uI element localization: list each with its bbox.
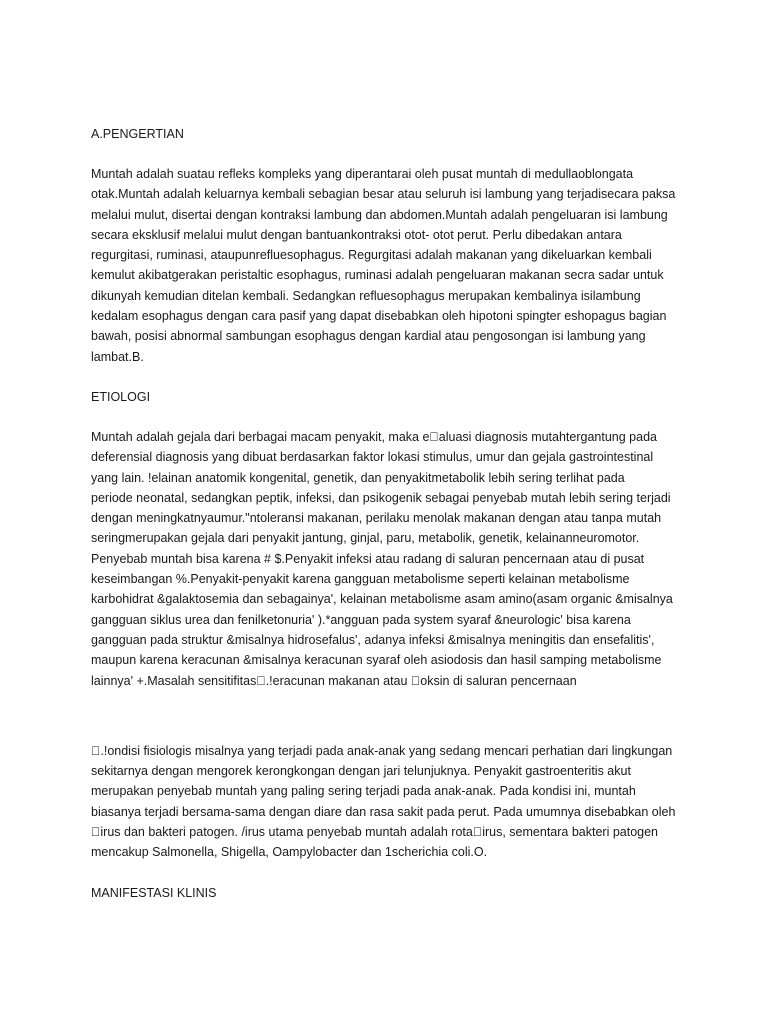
text-line: merupakan penyebab muntah yang paling sering terjadi pada anak-anak. Pada kondisi ini, muntah [91,784,636,799]
paragraph-kondisi-fisiologis [91,741,691,863]
text-line: Muntah adalah suatau refleks kompleks yang diperantarai oleh pusat muntah di medullaoblongata [91,167,634,181]
text-line: lambat.B. [91,349,144,364]
text-line: keseimbangan %.Penyakit-penyakit karena gangguan metabolisme seperti kelainan metabolisme [91,572,630,587]
text-line: mencakup Salmonella, Shigella, Oampylobacter dan 1scherichia coli.O. [91,845,488,860]
text-line: periode neonatal, sedangkan peptik, infeksi, dan psikogenik sebagai penyebab mutah lebih sering terjadi [91,490,671,505]
text-line: secara eksklusif melalui mulut dengan bantuankontraksi otot- otot perut. Perlu dibedakan antara [91,227,622,242]
text-line:  .!ondisi fisiologis misalnya yang terjadi pada anak-anak yang sedang mencari perhatian dari lingkungan [91,743,673,758]
text-line: Penyebab muntah bisa karena # $.Penyakit infeksi atau radang di saluran pencernaan atau di pusat [91,551,645,566]
text-line: seringmerupakan gejala dari penyakit jantung, ginjal, paru, metabolik, genetik, kelainanneuromotor. [91,531,640,546]
text-line: dikunyah kemudian ditelan kembali. Sedangkan refluesophagus merupakan kembalinya isilambung [91,288,641,303]
text-line: yang lain. !elainan anatomik kongenital, genetik, dan penyakitmetabolik lebih sering terlihat pada [91,470,625,485]
paragraph-pengertian [91,164,691,367]
text-line: dengan meningkatnyaumur."ntoleransi makanan, perilaku menolak makanan dengan atau tanpa mutah [91,511,662,526]
text-line:  irus dan bakteri patogen. /irus utama penyebab muntah adalah rota irus, sementara bakteri patogen [91,825,659,840]
text-line: regurgitasi, ruminasi, ataupunrefluesophagus. Regurgitasi adalah makanan yang dikeluarkan kembali [91,248,652,263]
text-line: deferensial diagnosis yang dibuat berdasarkan faktor lokasi stimulus, umur dan gejala gastrointestinal [91,450,654,465]
text-line: gangguan siklus urea dan fenilketonuria' ).*angguan pada system syaraf &neurologic' bisa karena [91,612,631,627]
text-line: kemulut akibatgerakan peristaltic esophagus, ruminasi adalah pengeluaran makanan secra sadar untuk [91,268,664,283]
section-heading-manifestasi-klinis: MANIFESTASI KLINIS [91,885,217,900]
paragraph-etiologi [91,427,691,691]
spacer [91,711,691,741]
text-line: Muntah adalah gejala dari berbagai macam penyakit, maka e aluasi diagnosis mutahtergantung pada [91,429,657,444]
text-line: melalui mulut, disertai dengan kontraksi lambung dan abdomen.Muntah adalah pengeluaran isi lambung [91,207,668,222]
section-heading-etiologi: ETIOLOGI [91,389,151,404]
document-body [91,124,691,923]
text-line: bawah, posisi abnormal sambungan esophagus dengan kardial atau pengosongan isi lambung yang [91,329,646,344]
text-line: lainnya' +.Masalah sensitifitas .!eracunan makanan atau  oksin di saluran pencernaan [91,673,577,688]
text-line: gangguan pada struktur &misalnya hidrosefalus', adanya infeksi &misalnya meningitis dan ensefalitis', [91,632,655,647]
text-line: maupun karena keracunan &misalnya keracunan syaraf oleh asiodosis dan hasil samping metabolisme [91,653,662,668]
text-line: karbohidrat &galaktosemia dan sebagainya', kelainan metabolisme asam amino(asam organic &misalnya [91,592,673,607]
section-heading-pengertian: A.PENGERTIAN [91,127,184,141]
text-line: biasanya terjadi bersama-sama dengan diare dan rasa sakit pada perut. Pada umumnya disebabkan oleh [91,804,676,819]
text-line: otak.Muntah adalah keluarnya kembali sebagian besar atau seluruh isi lambung yang terjadisecara paksa [91,187,676,202]
text-line: sekitarnya dengan mengorek kerongkongan dengan jari telunjuknya. Penyakit gastroenteritis akut [91,764,631,779]
text-line: kedalam esophagus dengan cara pasif yang dapat disebabkan oleh hipotoni spingter eshopagus bagian [91,309,667,324]
